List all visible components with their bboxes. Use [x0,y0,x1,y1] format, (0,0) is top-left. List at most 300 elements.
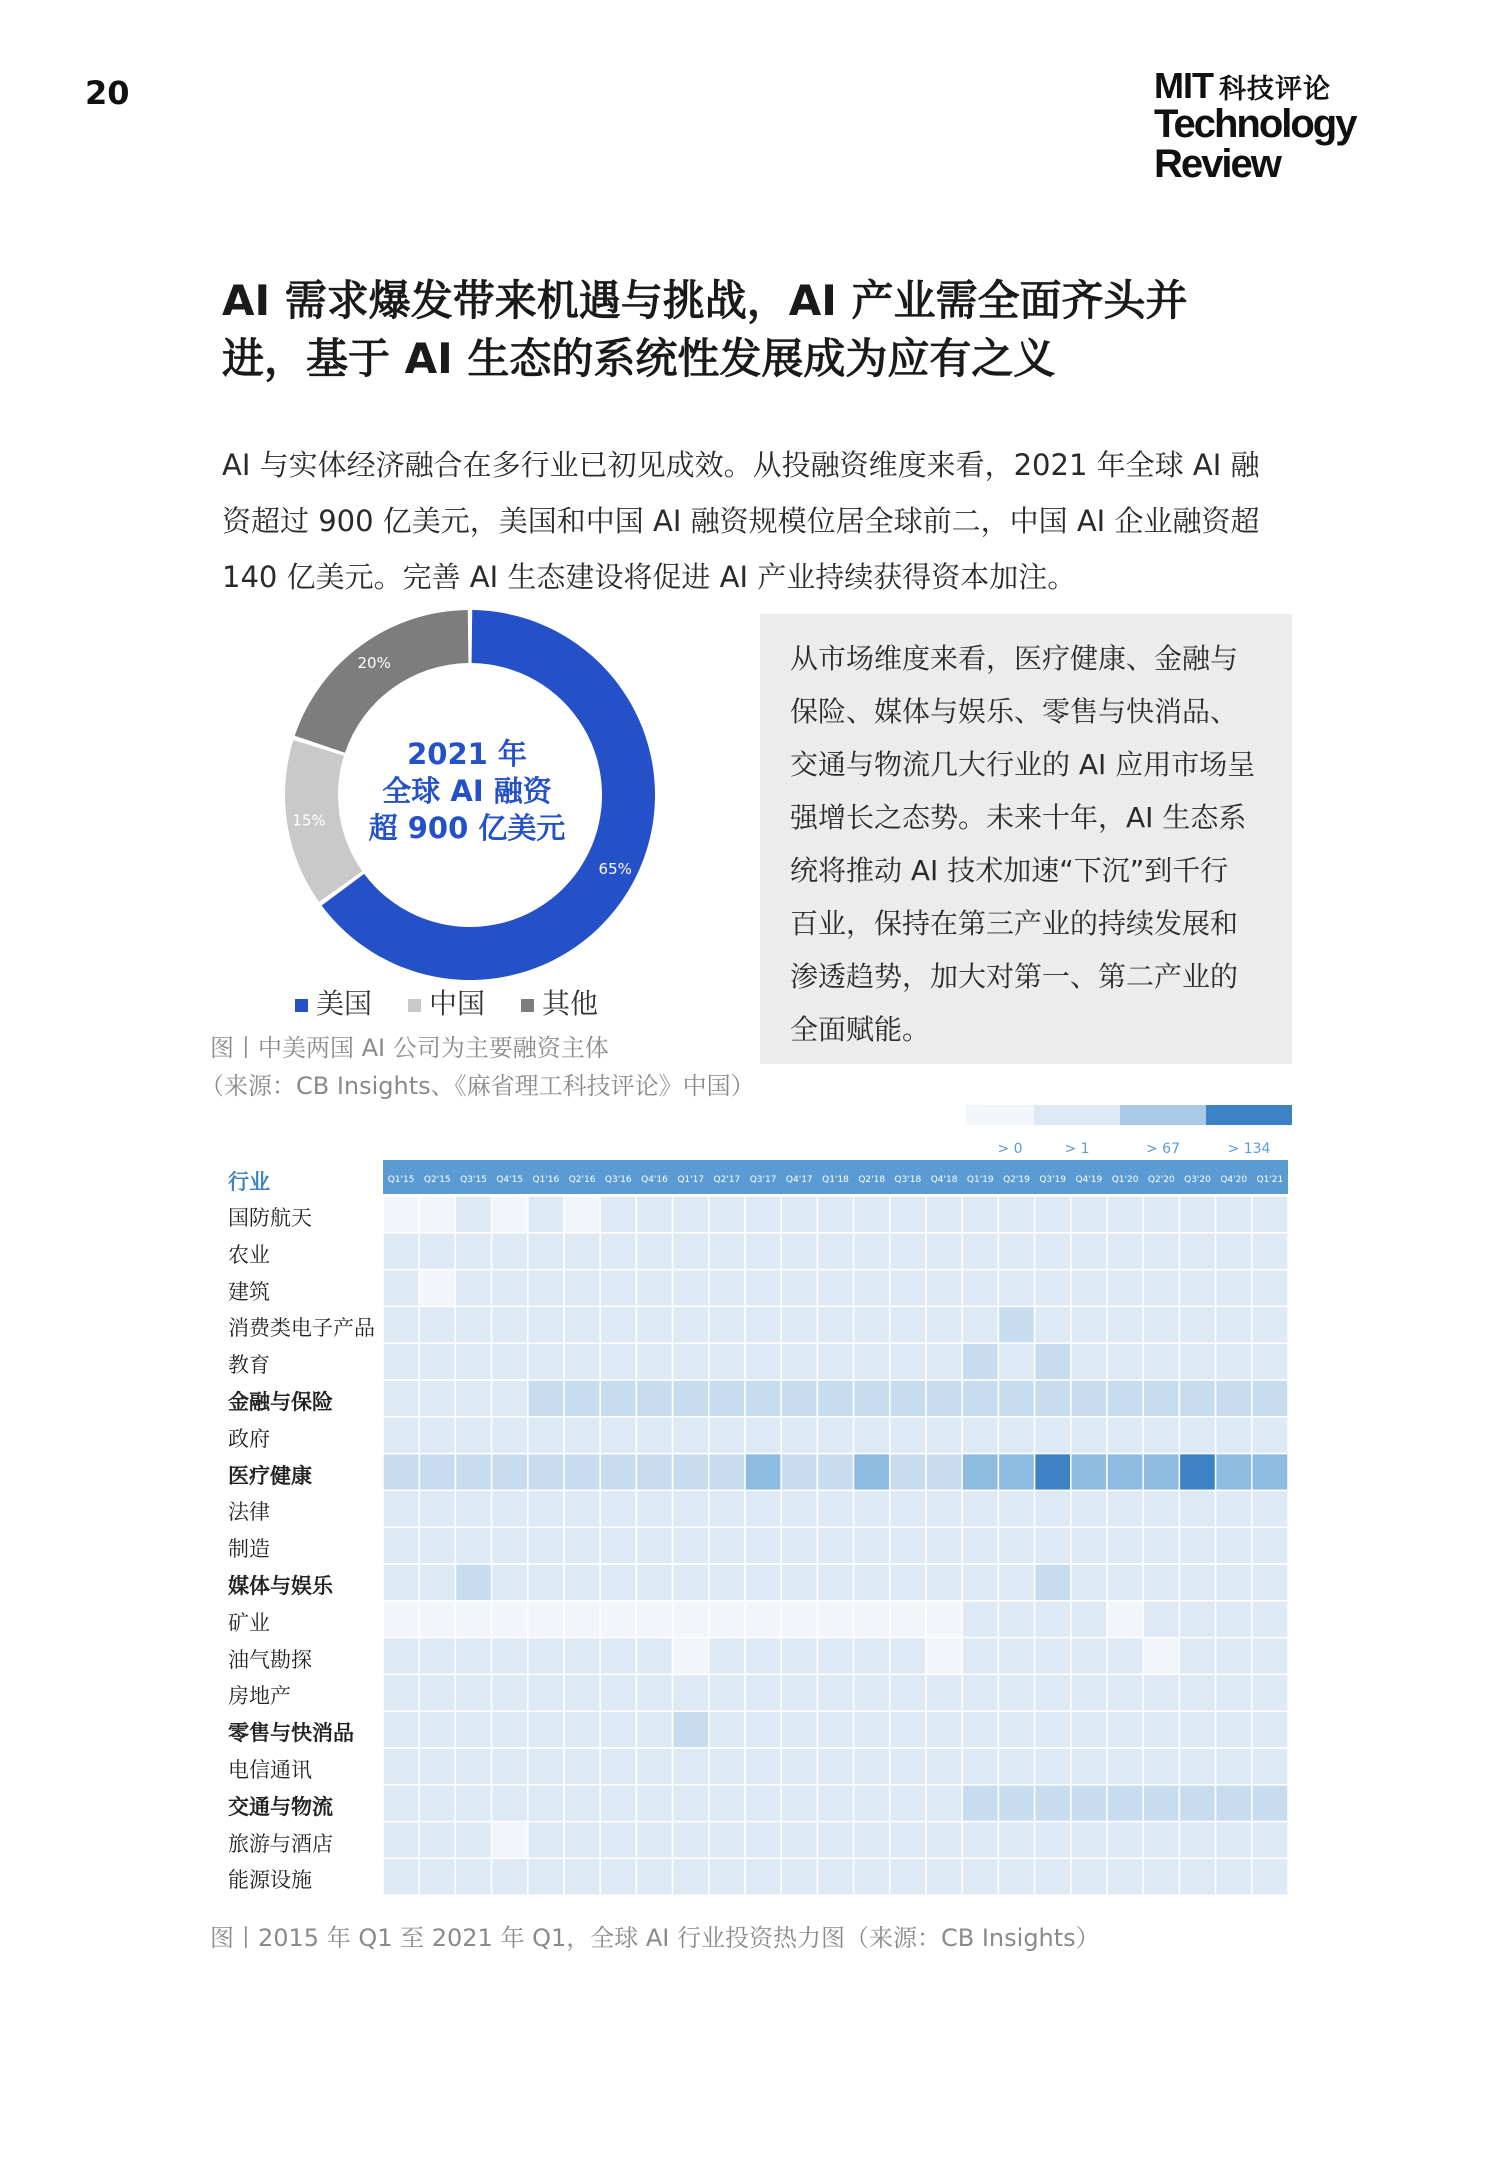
heatmap-cell [709,1785,745,1822]
heatmap-cell [817,1380,853,1417]
heatmap-cell [1035,1196,1071,1233]
heatmap-cell [745,1564,781,1601]
heatmap-cell [854,1711,890,1748]
heatmap-cell [1071,1785,1107,1822]
donut-slice-label: 65% [598,860,632,879]
heatmap-cell [817,1233,853,1270]
heatmap-column-label: Q2'15 [423,1175,451,1185]
heatmap-cell [492,1564,528,1601]
heatmap-cell [636,1858,672,1895]
heatmap-cell [1143,1306,1179,1343]
heatmap-cell [636,1748,672,1785]
heatmap-cell [564,1233,600,1270]
heatmap-cell [1107,1638,1143,1675]
heatmap-cell [709,1380,745,1417]
heatmap-cell [564,1564,600,1601]
heatmap-cell [890,1417,926,1454]
heatmap-cell [890,1858,926,1895]
heatmap-cell [1071,1380,1107,1417]
heatmap-cell [998,1638,1034,1675]
heatmap-cell [1216,1233,1252,1270]
heatmap-cell [1216,1822,1252,1859]
heatmap-cell [926,1822,962,1859]
heatmap-cell [600,1490,636,1527]
heatmap-cell [455,1711,491,1748]
callout-line: 从市场维度来看，医疗健康、金融与 [790,642,1239,675]
heatmap-cell [1035,1601,1071,1638]
heatmap-cell [564,1711,600,1748]
heatmap-cell [1071,1196,1107,1233]
heatmap-cell [455,1601,491,1638]
logo-mit: MIT [1154,65,1213,106]
heatmap-cell [1143,1748,1179,1785]
heatmap-cell [781,1527,817,1564]
heatmap-cell [455,1380,491,1417]
page-number: 20 [85,74,130,112]
heatmap-cell [673,1196,709,1233]
heatmap-cell [962,1822,998,1859]
heatmap-cell [492,1306,528,1343]
heatmap-cell [419,1417,455,1454]
heatmap-cell [455,1638,491,1675]
heatmap-cell [383,1564,419,1601]
heatmap-cell [564,1343,600,1380]
heatmap-row-label: 制造 [228,1537,270,1562]
heatmap-cell [781,1674,817,1711]
heatmap-cell [383,1527,419,1564]
heatmap-cell [673,1417,709,1454]
heatmap-cell [419,1711,455,1748]
heatmap-cell [709,1527,745,1564]
heatmap-cell [1216,1270,1252,1307]
heatmap-cell [817,1196,853,1233]
heatmap-cell [419,1601,455,1638]
heatmap-cell [600,1822,636,1859]
heatmap-cell [745,1196,781,1233]
heatmap-cell [1143,1638,1179,1675]
heatmap-cell [709,1822,745,1859]
heatmap-cell [673,1785,709,1822]
heatmap-cell [962,1417,998,1454]
heatmap-column-label: Q1'17 [677,1175,705,1185]
logo-technology: Technology [1154,102,1356,146]
donut-caption: 图丨中美两国 AI 公司为主要融资主体 [210,1034,609,1062]
heatmap-cell [854,1674,890,1711]
heatmap-cell [962,1858,998,1895]
heatmap-cell [528,1638,564,1675]
heatmap-cell [419,1196,455,1233]
heatmap-cell [1107,1527,1143,1564]
heatmap-cell [962,1306,998,1343]
heatmap-cell [1071,1638,1107,1675]
heatmap-cell [817,1306,853,1343]
heatmap-row-header: 行业 [228,1170,270,1194]
heatmap-cell [1143,1785,1179,1822]
heatmap-cell [709,1270,745,1307]
heatmap-cell [1252,1822,1288,1859]
heatmap-cell [564,1858,600,1895]
heatmap-cell [600,1564,636,1601]
heatmap-cell [998,1454,1034,1491]
legend-label: 其他 [542,987,599,1020]
heatmap-cell [492,1196,528,1233]
heatmap-cell [673,1601,709,1638]
heatmap-cell [673,1490,709,1527]
heatmap-cell [1143,1527,1179,1564]
heatmap-cell [673,1270,709,1307]
heatmap-cell [1216,1638,1252,1675]
heatmap-row-label: 零售与快消品 [228,1721,354,1746]
heatmap-cell [1216,1454,1252,1491]
heatmap-cell [636,1490,672,1527]
heatmap-cell [854,1564,890,1601]
heatmap-cell [1107,1674,1143,1711]
heatmap-cell [383,1748,419,1785]
heatmap-column-label: Q2'20 [1147,1175,1175,1185]
heatmap-cell [1179,1270,1215,1307]
heatmap-cell [745,1711,781,1748]
heatmap-cell [1179,1638,1215,1675]
heatmap-cell [998,1601,1034,1638]
heatmap-cell [817,1748,853,1785]
heatmap-cell [492,1638,528,1675]
heatmap-cell [926,1674,962,1711]
heatmap-cell [962,1196,998,1233]
heatmap-cell [926,1306,962,1343]
heatmap-cell [926,1343,962,1380]
heatmap-cell [1035,1490,1071,1527]
heatmap-cell [890,1711,926,1748]
heatmap-row-label: 能源设施 [228,1868,312,1893]
heatmap-cell [998,1822,1034,1859]
callout-line: 保险、媒体与娱乐、零售与快消品、 [790,695,1239,728]
heatmap-cell [854,1822,890,1859]
legend-swatch [408,999,421,1012]
heatmap-cell [781,1858,817,1895]
heatmap-cell [781,1270,817,1307]
heatmap-cell [600,1711,636,1748]
heatmap-cell [1071,1858,1107,1895]
heatmap-cell [455,1417,491,1454]
donut-legend [295,982,634,1022]
heatmap-cell [890,1270,926,1307]
heatmap-row-label: 建筑 [228,1279,270,1304]
heatmap-cell [673,1454,709,1491]
heatmap-cell [1035,1380,1071,1417]
heatmap-cell [636,1711,672,1748]
heatmap-cell [1216,1490,1252,1527]
heatmap-cell [455,1527,491,1564]
heatmap-cell [1035,1785,1071,1822]
heatmap-cell [745,1343,781,1380]
heatmap-cell [564,1748,600,1785]
heatmap-cell [528,1270,564,1307]
heatmap-cell [709,1306,745,1343]
heatmap-cell [636,1417,672,1454]
heatmap-cell [709,1601,745,1638]
heatmap-legend-swatch [1034,1105,1120,1125]
heatmap-cell [600,1638,636,1675]
heatmap-cell [1035,1417,1071,1454]
heatmap-cell [962,1601,998,1638]
heatmap-cell [1071,1490,1107,1527]
heatmap-cell [528,1380,564,1417]
heatmap-cell [817,1638,853,1675]
heatmap-cell [781,1343,817,1380]
heatmap-cell [854,1638,890,1675]
heatmap-row-label: 油气勘探 [228,1647,312,1672]
heatmap-cell [383,1674,419,1711]
heatmap-cell [1252,1306,1288,1343]
heatmap-cell [1252,1674,1288,1711]
heatmap-cell [492,1822,528,1859]
heatmap-cell [890,1196,926,1233]
heatmap-cell [854,1417,890,1454]
donut-slice-label: 20% [357,654,391,673]
heatmap-cell [817,1270,853,1307]
intro-line-2: 资超过 900 亿美元，美国和中国 AI 融资规模位居全球前二，中国 AI 企业融资超 [222,504,1260,538]
heatmap-cell [383,1638,419,1675]
heatmap-cell [962,1490,998,1527]
heatmap-grid [220,1160,1320,1900]
heatmap-cell [926,1564,962,1601]
heatmap-row-label: 媒体与娱乐 [228,1574,333,1598]
heatmap-cell [817,1454,853,1491]
heatmap-cell [926,1785,962,1822]
heatmap-column-label: Q3'18 [894,1175,922,1185]
heatmap-legend [966,1105,1296,1165]
heatmap-cell [492,1417,528,1454]
heatmap-cell [1252,1490,1288,1527]
heatmap-cell [998,1564,1034,1601]
heatmap-cell [419,1454,455,1491]
donut-slice-label: 15% [292,811,326,830]
heatmap-cell [383,1380,419,1417]
heatmap-cell [1179,1527,1215,1564]
heatmap-cell [564,1638,600,1675]
heatmap-cell [636,1380,672,1417]
heatmap-cell [1216,1858,1252,1895]
heatmap-cell [1143,1270,1179,1307]
heatmap-cell [1143,1601,1179,1638]
heatmap-cell [455,1674,491,1711]
heatmap-cell [600,1454,636,1491]
heatmap-cell [419,1380,455,1417]
heatmap-cell [709,1343,745,1380]
heatmap-cell [1252,1858,1288,1895]
heatmap-column-label: Q1'16 [532,1175,560,1185]
heatmap-column-label: Q4'20 [1220,1175,1248,1185]
heatmap-column-label: Q2'17 [713,1175,741,1185]
heatmap-cell [636,1674,672,1711]
heatmap-cell [455,1306,491,1343]
heatmap-cell [745,1306,781,1343]
heatmap-cell [1179,1748,1215,1785]
heatmap-cell [492,1490,528,1527]
callout-line: 全面赋能。 [790,1013,931,1046]
heatmap-cell [709,1490,745,1527]
intro-line-3: 140 亿美元。完善 AI 生态建设将促进 AI 产业持续获得资本加注。 [222,560,1077,594]
heatmap-cell [962,1711,998,1748]
heatmap-cell [636,1564,672,1601]
heatmap-cell [1216,1601,1252,1638]
heatmap-cell [528,1454,564,1491]
callout-line: 百业，保持在第三产业的持续发展和 [790,907,1239,940]
heatmap-cell [600,1306,636,1343]
heatmap-cell [817,1785,853,1822]
heatmap-cell [636,1454,672,1491]
heatmap-row-label: 电信通讯 [228,1758,312,1782]
donut-source: （来源：CB Insights、《麻省理工科技评论》中国） [200,1072,755,1100]
heatmap-cell [926,1270,962,1307]
heatmap-cell [1216,1196,1252,1233]
heatmap-cell [528,1785,564,1822]
heatmap-cell [1252,1417,1288,1454]
heatmap-row-label: 旅游与酒店 [228,1831,333,1856]
heatmap-column-label: Q2'19 [1003,1175,1030,1185]
heatmap-cell [781,1601,817,1638]
heatmap-cell [492,1785,528,1822]
heatmap-cell [962,1270,998,1307]
heatmap-cell [781,1454,817,1491]
heatmap-cell [1143,1343,1179,1380]
heatmap-cell [1107,1858,1143,1895]
heatmap-cell [1216,1306,1252,1343]
heatmap-cell [673,1711,709,1748]
heatmap-column-label: Q3'15 [460,1175,487,1185]
heatmap-cell [492,1601,528,1638]
heatmap-cell [455,1822,491,1859]
heatmap-cell [528,1858,564,1895]
heatmap-cell [854,1306,890,1343]
heatmap-cell [1071,1674,1107,1711]
heatmap-cell [383,1233,419,1270]
heatmap-cell [854,1233,890,1270]
heatmap-cell [1179,1196,1215,1233]
heatmap-cell [1179,1674,1215,1711]
heatmap-cell [600,1343,636,1380]
heatmap-cell [745,1601,781,1638]
heatmap-cell [492,1380,528,1417]
heatmap-cell [636,1785,672,1822]
heatmap-cell [564,1527,600,1564]
heatmap-cell [998,1343,1034,1380]
heatmap-cell [1143,1490,1179,1527]
heatmap-cell [854,1454,890,1491]
heatmap-cell [926,1527,962,1564]
heatmap-cell [854,1380,890,1417]
heatmap-cell [528,1490,564,1527]
heatmap-cell [998,1196,1034,1233]
heatmap-cell [528,1233,564,1270]
heatmap-cell [926,1380,962,1417]
heatmap-cell [781,1196,817,1233]
heatmap-caption: 图丨2015 年 Q1 至 2021 年 Q1，全球 AI 行业投资热力图（来源：CB Insights） [210,1924,1100,1952]
heatmap-cell [636,1233,672,1270]
heatmap-cell [1179,1306,1215,1343]
heatmap-cell [492,1270,528,1307]
heatmap-cell [492,1454,528,1491]
heatmap-cell [564,1601,600,1638]
heatmap-cell [962,1564,998,1601]
heatmap-cell [383,1196,419,1233]
heatmap-cell [962,1527,998,1564]
heatmap-cell [528,1748,564,1785]
heatmap-cell [1071,1564,1107,1601]
heatmap-cell [781,1785,817,1822]
heatmap-cell [1035,1638,1071,1675]
heatmap-cell [1071,1233,1107,1270]
heatmap-cell [1143,1233,1179,1270]
heatmap-legend-swatch [1206,1105,1292,1125]
heatmap-cell [419,1270,455,1307]
heatmap-cell [890,1306,926,1343]
heatmap-cell [455,1196,491,1233]
heatmap-cell [1071,1306,1107,1343]
heatmap-cell [1179,1380,1215,1417]
heatmap-cell [528,1564,564,1601]
heatmap-column-label: Q2'18 [858,1175,886,1185]
heatmap-cell [492,1858,528,1895]
heatmap-cell [1252,1785,1288,1822]
heatmap-cell [854,1196,890,1233]
heatmap-cell [564,1785,600,1822]
callout-text [790,632,1270,1056]
heatmap-cell [926,1858,962,1895]
heatmap-cell [1179,1711,1215,1748]
heatmap-cell [890,1380,926,1417]
heatmap-cell [1252,1270,1288,1307]
heatmap-column-label: Q4'19 [1075,1175,1103,1185]
heatmap-cell [745,1822,781,1859]
section-heading [222,272,1282,388]
heatmap-cell [1252,1196,1288,1233]
heatmap-cell [890,1785,926,1822]
heatmap-cell [926,1233,962,1270]
heatmap-row-label: 教育 [228,1353,270,1378]
heatmap-cell [926,1417,962,1454]
heatmap-cell [636,1270,672,1307]
heatmap-cell [455,1858,491,1895]
heatmap-cell [926,1454,962,1491]
heatmap-cell [781,1233,817,1270]
heatmap-cell [1107,1380,1143,1417]
heatmap-cell [455,1233,491,1270]
heatmap-cell [1107,1748,1143,1785]
heatmap-cell [709,1417,745,1454]
heatmap-cell [1071,1527,1107,1564]
heatmap-row-label: 国防航天 [228,1206,312,1230]
heatmap-cell [745,1454,781,1491]
heading-line-2: 进，基于 AI 生态的系统性发展成为应有之义 [222,334,1056,383]
legend-item [408,982,485,1022]
heading-line-1: AI 需求爆发带来机遇与挑战，AI 产业需全面齐头并 [222,276,1188,325]
heatmap-legend-label: > 134 [1227,1141,1271,1157]
heatmap-cell [1216,1674,1252,1711]
donut-center-line-1: 2021 年 [407,737,527,771]
heatmap-column-label: Q1'15 [387,1175,415,1185]
heatmap-cell [926,1601,962,1638]
heatmap-cell [745,1638,781,1675]
heatmap-cell [673,1822,709,1859]
heatmap-cell [419,1638,455,1675]
heatmap-cell [890,1564,926,1601]
heatmap-cell [564,1490,600,1527]
heatmap-cell [528,1711,564,1748]
heatmap-cell [564,1196,600,1233]
donut-slice-2 [295,610,469,753]
heatmap-cell [1107,1233,1143,1270]
